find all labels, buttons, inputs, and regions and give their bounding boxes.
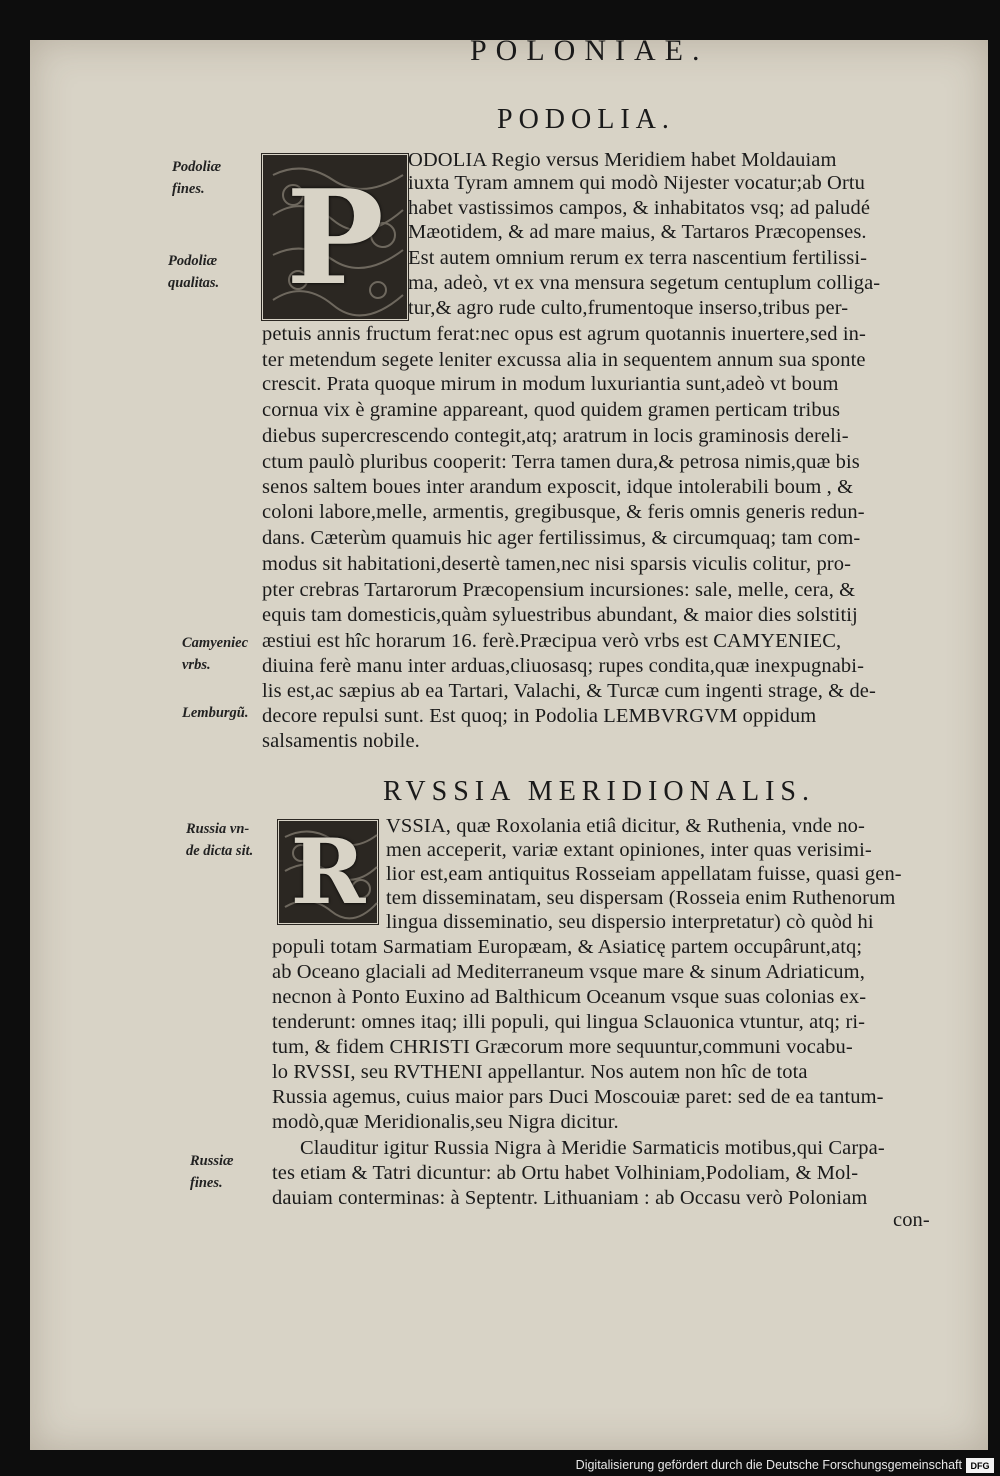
paragraph-line: æstiui est hîc horarum 16. ferè.Præcipua verò vrbs est CAMYENIEC,	[262, 630, 842, 652]
margin-note-russia-vnde: Russia vn- de dicta sit.	[186, 821, 254, 859]
paragraph-line: pter crebras Tartarorum Præcopensium incursiones: sale, melle, cera, &	[262, 579, 856, 601]
decorated-initial-p: P	[260, 152, 410, 322]
paragraph-line: lis est,ac sæpius ab ea Tartari, Valachi, & Turcæ cum ingenti strage, & de-	[262, 680, 876, 702]
section-title-podolia: PODOLIA.	[497, 104, 675, 135]
paragraph-line: decore repulsi sunt. Est quoq; in Podolia LEMBVRGVM oppidum	[262, 705, 817, 727]
paragraph-line: Est autem omnium rerum ex terra nascentium fertilissi-	[408, 247, 868, 269]
paragraph-line: cornua vix è gramine appareant, quod quidem gramen perticam tribus	[262, 399, 841, 421]
dfg-logo-icon: DFG	[966, 1458, 994, 1473]
paragraph-line: equis tam domesticis,quàm syluestribus abundant, & maior dies solstitij	[262, 604, 858, 626]
paragraph-line: tum, & fidem CHRISTI Græcorum more sequuntur,communi vocabu-	[272, 1036, 853, 1058]
paragraph-line: Russia agemus, cuius maior pars Duci Moscouiæ paret: sed de ea tantum-	[272, 1086, 884, 1108]
paragraph-line: Clauditur igitur Russia Nigra à Meridie Sarmaticis motibus,qui Carpa-	[300, 1137, 885, 1159]
paragraph-line: men acceperit, variæ extant opiniones, inter quas verisimi-	[386, 839, 872, 861]
paragraph-line: lior est,eam antiquitus Rosseiam appellatam fuisse, quasi gen-	[386, 863, 902, 885]
margin-note-russiae-fines: Russiæ fines.	[190, 1153, 234, 1191]
paragraph-line: ma, adeò, vt ex vna mensura segetum centuplum colliga-	[408, 272, 881, 294]
paragraph-line: ctum paulò pluribus cooperit: Terra tamen dura,& petrosa nimis,quæ bis	[262, 451, 860, 473]
catchword: con-	[893, 1209, 930, 1231]
margin-note-lemburgum: Lemburgũ.	[182, 705, 249, 721]
paragraph-line: petuis annis fructum ferat:nec opus est agrum quotannis inuertere,sed in-	[262, 323, 866, 345]
paragraph-line: tenderunt: omnes itaq; illi populi, qui lingua Sclauonica vtuntur, atq; ri-	[272, 1011, 866, 1033]
paragraph-line: tur,& agro rude culto,frumentoque inserso,tribus per-	[408, 297, 849, 319]
paragraph-line: habet vastissimos campos, & inhabitatos vsq; ad paludé	[408, 197, 871, 219]
paragraph-line: senos saltem boues inter arandum exposcit, idque intolerabili boum , &	[262, 476, 854, 498]
paragraph-line: Mæotidem, & ad mare maius, & Tartaros Præcopenses.	[408, 221, 867, 243]
margin-note-podoliae-fines: Podoliæ fines.	[172, 159, 222, 197]
paragraph-line: diuina ferè manu inter arduas,cliuosasq; rupes condita,quæ inexpugnabi-	[262, 655, 864, 677]
paragraph-line: tem disseminatam, seu dispersam (Rosseia enim Ruthenorum	[386, 887, 896, 909]
paragraph-line: necnon à Ponto Euxino ad Balthicum Oceanum vsque suas colonias ex-	[272, 986, 867, 1008]
paragraph-line: ter metendum segete leniter excussa alia in sequentem annum sua sponte	[262, 349, 866, 371]
paragraph-line: iuxta Tyram amnem qui modò Nijester vocatur;ab Ortu	[408, 172, 866, 194]
paragraph-line: salsamentis nobile.	[262, 730, 420, 752]
section-title-russia: RVSSIA MERIDIONALIS.	[383, 776, 816, 807]
paragraph-line: tes etiam & Tatri dicuntur: ab Ortu habet Volhiniam,Podoliam, & Mol-	[272, 1162, 859, 1184]
paragraph-line: dans. Cæterùm quamuis hic ager fertilissimus, & circumquaq; tam com-	[262, 527, 861, 549]
paragraph-line: modus sit habitationi,desertè tamen,nec nisi sparsis viculis colitur, pro-	[262, 553, 852, 575]
decorated-initial-r: R	[276, 818, 380, 926]
paragraph-line: crescit. Prata quoque mirum in modum luxuriantia sunt,adeò vt boum	[262, 373, 839, 395]
paragraph-line: lo RVSSI, seu RVTHENI appellantur. Nos autem non hîc de tota	[272, 1061, 808, 1083]
paragraph-line: VSSIA, quæ Roxolania etiâ dicitur, & Ruthenia, vnde no-	[386, 815, 865, 837]
paragraph-line: ab Oceano glaciali ad Mediterraneum vsque mare & sinum Adriaticum,	[272, 961, 865, 983]
paragraph-line: coloni labore,melle, armentis, gregibusque, & feris omnis generis redun-	[262, 501, 865, 523]
running-title: POLONIAE.	[470, 34, 709, 67]
margin-note-camyeniec: Camyeniec vrbs.	[182, 635, 249, 673]
paragraph-line: dauiam conterminas: à Septentr. Lithuaniam : ab Occasu verò Poloniam	[272, 1187, 868, 1209]
paragraph-line: modò,quæ Meridionalis,seu Nigra dicitur.	[272, 1111, 619, 1133]
footer-credit: Digitalisierung gefördert durch die Deutsche Forschungsgemeinschaft	[575, 1458, 962, 1472]
paragraph-line: lingua disseminatio, seu dispersio interpretatur) cò quòd hi	[386, 911, 874, 933]
margin-note-podoliae-qualitas: Podoliæ qualitas.	[168, 253, 220, 291]
paragraph-line: ODOLIA Regio versus Meridiem habet Moldauiam	[408, 149, 837, 171]
paragraph-line: diebus supercrescendo contegit,atq; aratrum in locis graminosis dereli-	[262, 425, 849, 447]
paragraph-line: populi totam Sarmatiam Europæam, & Asiaticę partem occupârunt,atq;	[272, 936, 863, 958]
